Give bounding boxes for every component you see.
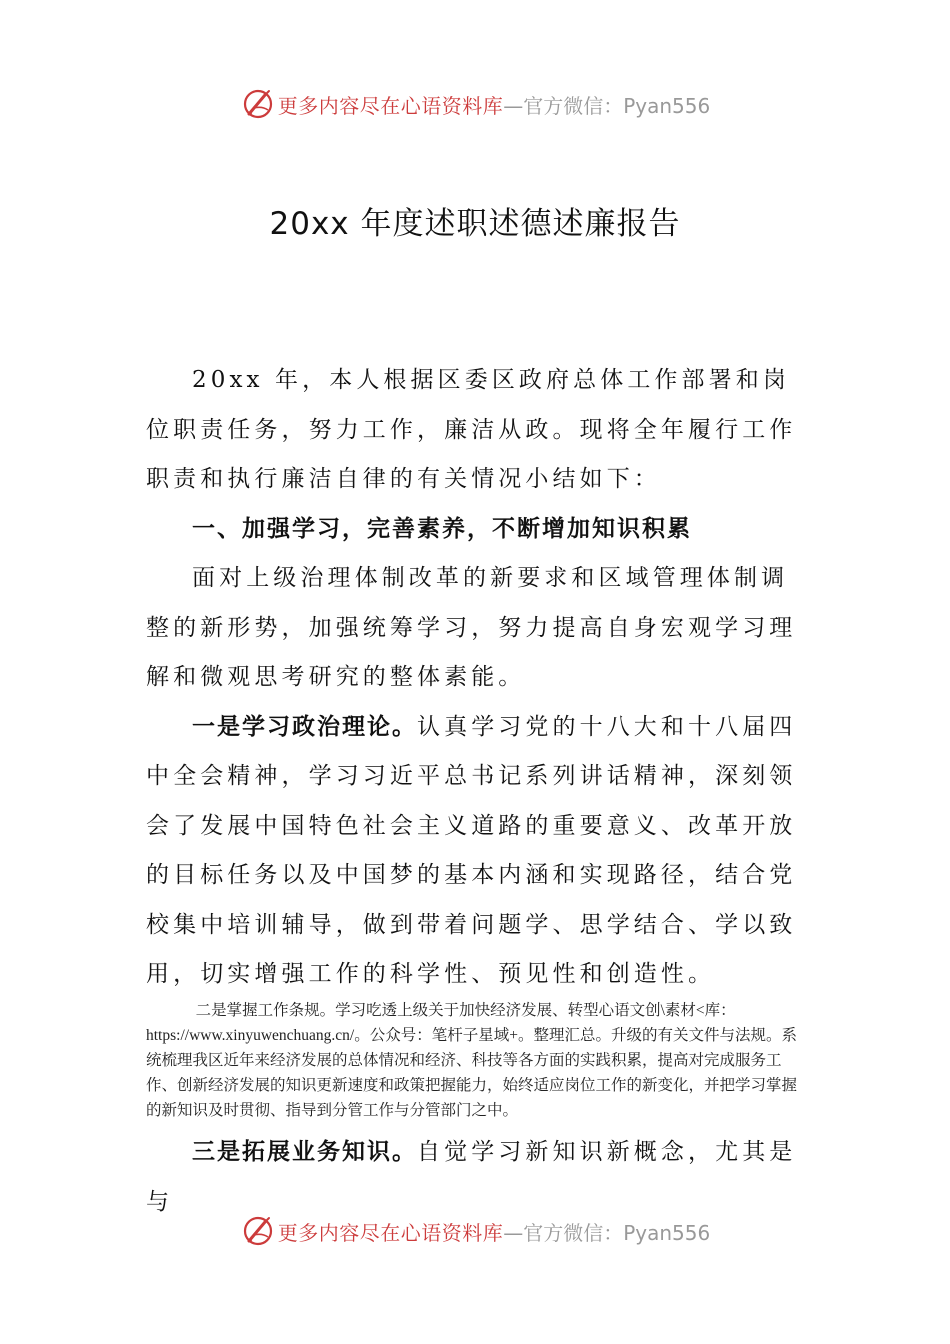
section-paragraph: 面对上级治理体制改革的新要求和区域管理体制调整的新形势，加强统筹学习，努力提高自身宏观学习理解和微观思考研究的整体素能。 bbox=[146, 565, 797, 690]
point-one-paragraph bbox=[146, 703, 808, 1000]
intro-paragraph: 20xx 年，本人根据区委区政府总体工作部署和岗位职责任务，努力工作，廉洁从政。现将全年履行工作职责和执行廉洁自律的有关情况小结如下： bbox=[146, 367, 797, 492]
pen-logo-icon bbox=[240, 86, 276, 122]
pen-logo-icon bbox=[240, 1213, 276, 1249]
point-one-text: 认真学习党的十八大和十八届四中全会精神，学习习近平总书记系列讲话精神，深刻领会了发展中国特色社会主义道路的重要意义、改革开放的目标任务以及中国梦的基本内涵和实现路径，结合党校集中培训辅导，做到带着问题学、思学结合、学以致用，切实增强工作的科学性、预见性和创造性。 bbox=[146, 713, 797, 987]
point-one-lead: 一是学习政治理论。 bbox=[192, 713, 417, 740]
watermark-suffix: —官方微信：Pyan556 bbox=[503, 93, 711, 118]
inserted-note-block bbox=[146, 998, 808, 1123]
point-three-lead: 三是拓展业务知识。 bbox=[192, 1139, 417, 1165]
point-two-paragraph: 二是掌握工作条规。学习吃透上级关于加快经济发展、转型心语文创\素材<库：https://www.xinyuwenchuang.cn/。公众号：笔杆子星域+。整理汇总。升级的有关文件与法规。系统梳理我区近年来经济发展的总体情况和经济、科技等各方面的实践积累，提高对完成服务工作、创新经济发展的知识更新速度和政策把握能力，始终适应岗位工作的新变化，并把学习掌握的新知识及时贯彻、指导到分管工作与分管部门之中。 bbox=[146, 1002, 798, 1119]
watermark-text: 更多内容尽在心语资料库 bbox=[277, 93, 504, 118]
section-heading: 一、加强学习，完善素养，不断增加知识积累 bbox=[192, 515, 692, 542]
watermark-text: 更多内容尽在心语资料库 bbox=[277, 1220, 504, 1245]
watermark-suffix: —官方微信：Pyan556 bbox=[503, 1220, 711, 1245]
main-body bbox=[146, 356, 808, 1000]
header-watermark bbox=[0, 84, 950, 124]
document-title: 20xx 年度述职述德述廉报告 bbox=[269, 206, 681, 242]
point-three-text: 自觉学习新知识新概念，尤其是与 bbox=[146, 1139, 797, 1215]
footer-watermark bbox=[0, 1211, 950, 1251]
